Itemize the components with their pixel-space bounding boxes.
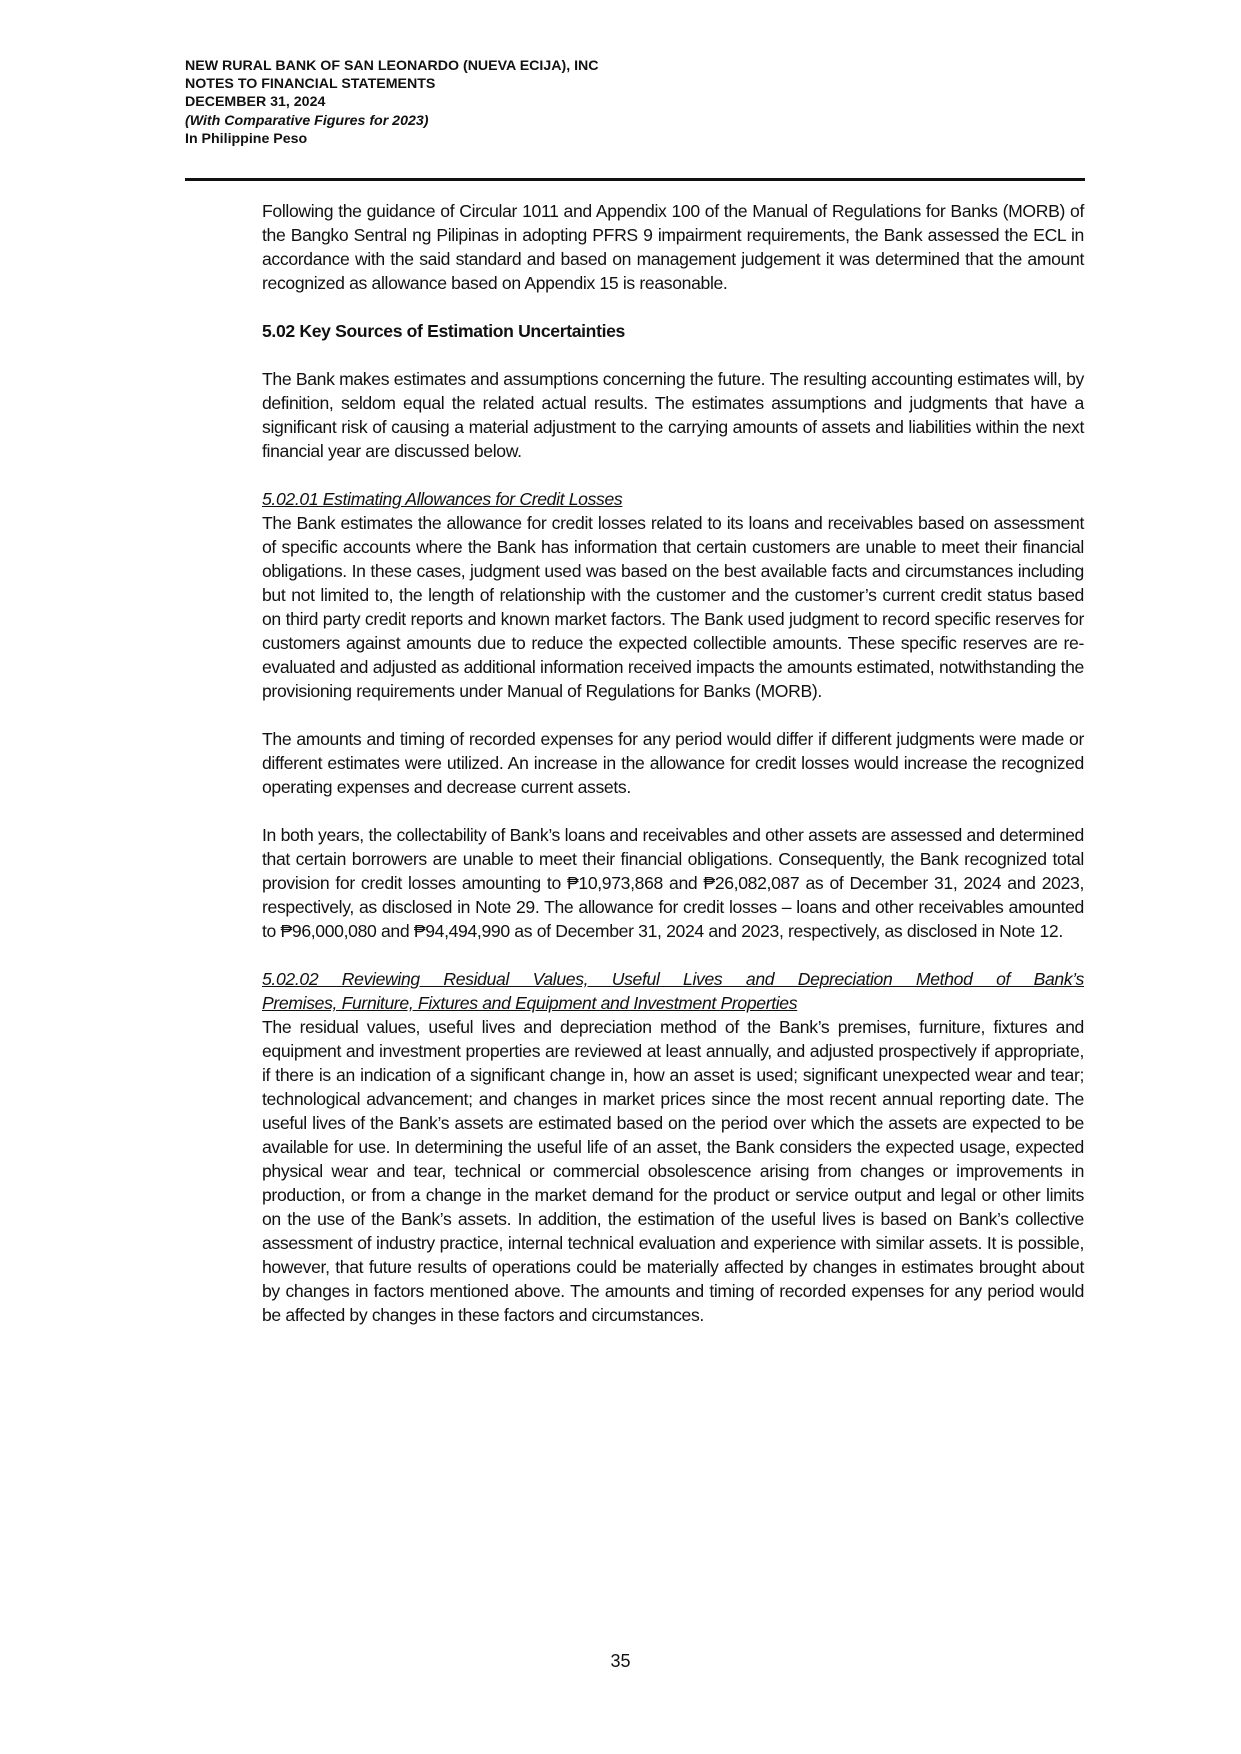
document-title: NOTES TO FINANCIAL STATEMENTS [185,76,436,93]
subsection-heading-residual-values-line2: Premises, Furniture, Fixtures and Equipment and Investment Properties [262,993,798,1013]
credit-losses-paragraph-3: In both years, the collectability of Bank’s loans and receivables and other assets are assessed and determined that certain borrowers are unable to meet their financial obligations. Consequently, the Bank recognized total provision for credit losses amounting to ₱10,973,868 and ₱26,082,087 as of December 31, 2024 and 2023, respectively, as disclosed in Note 29. The allowance for credit losses – loans and other receivables amounted to ₱96,000,080 and ₱94,494,990 as of December 31, 2024 and 2023, respectively, as disclosed in Note 12. [262,825,1084,941]
residual-values-paragraph: The residual values, useful lives and depreciation method of the Bank’s premises, furniture, fixtures and equipment and investment properties are reviewed at least annually, and adjusted prospectively if appropriate, if there is an indication of a significant change in, how an asset is used; significant unexpected wear and tear; technological advancement; and changes in market prices since the most recent annual reporting date. The useful lives of the Bank’s assets are estimated based on the period over which the assets are expected to be available for use. In determining the useful life of an asset, the Bank considers the expected usage, expected physical wear and tear, technical or commercial obsolescence arising from changes or improvements in production, or from a change in the market demand for the product or service output and legal or other limits on the use of the Bank’s assets. In addition, the estimation of the useful lives is based on Bank’s collective assessment of industry practice, internal technical evaluation and experience with similar assets. It is possible, however, that future results of operations could be materially affected by changes in estimates brought about by changes in factors mentioned above. The amounts and timing of recorded expenses for any period would be affected by changes in these factors and circumstances. [262,1017,1084,1325]
intro-paragraph: Following the guidance of Circular 1011 and Appendix 100 of the Manual of Regulations for Banks (MORB) of the Bangko Sentral ng Pilipinas in adopting PFRS 9 impairment requirements, the Bank assessed the ECL in accordance with the said standard and based on management judgement it was determined that the amount recognized as allowance based on Appendix 15 is reasonable. [262,201,1084,293]
subsection-heading-residual-values-line1: 5.02.02 Reviewing Residual Values, Useful Lives and Depreciation Method of Bank’s [262,969,1084,989]
statement-date: DECEMBER 31, 2024 [185,94,326,111]
page-number: 35 [610,1651,631,1671]
credit-losses-paragraph-2: The amounts and timing of recorded expenses for any period would differ if different judgments were made or different estimates were utilized. An increase in the allowance for credit losses would increase the recognized operating expenses and decrease current assets. [262,729,1084,797]
comparative-note: (With Comparative Figures for 2023) [185,112,429,129]
section-title: 5.02 Key Sources of Estimation Uncertainties [262,321,625,341]
credit-losses-paragraph-1: The Bank estimates the allowance for credit losses related to its loans and receivables based on assessment of specific accounts where the Bank has information that certain customers are unable to meet their financial obligations. In these cases, judgment used was based on the best available facts and circumstances including but not limited to, the length of relationship with the customer and the customer’s current credit status based on third party credit reports and known market factors. The Bank used judgment to record specific reserves for customers against amounts due to reduce the expected collectible amounts. These specific reserves are re-evaluated and adjusted as additional information received impacts the amounts estimated, notwithstanding the provisioning requirements under Manual of Regulations for Banks (MORB). [262,513,1084,701]
document-body [262,199,1084,1327]
section-intro-paragraph: The Bank makes estimates and assumptions concerning the future. The resulting accounting estimates will, by definition, seldom equal the related actual results. The estimates assumptions and judgments that have a significant risk of causing a material adjustment to the carrying amounts of assets and liabilities within the next financial year are discussed below. [262,369,1084,461]
company-name: NEW RURAL BANK OF SAN LEONARDO (NUEVA ECIJA), INC [185,58,599,74]
subsection-heading-credit-losses: 5.02.01 Estimating Allowances for Credit Losses [262,489,623,509]
currency-note: In Philippine Peso [185,130,308,147]
header-divider [185,178,1085,181]
document-header [185,57,1085,148]
